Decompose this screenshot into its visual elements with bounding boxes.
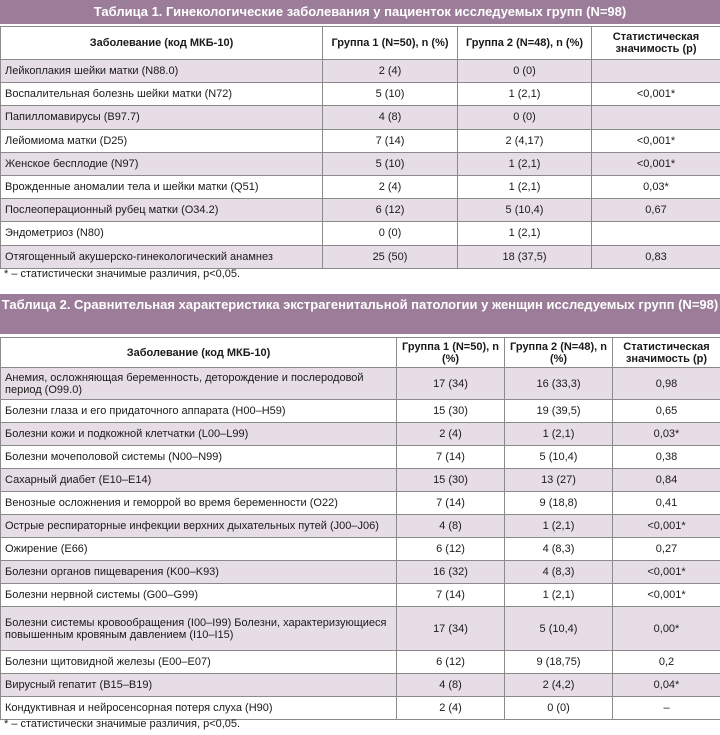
table2-header-group2: Группа 2 (N=48), n (%) [505, 338, 613, 368]
table-row [1, 175, 720, 198]
group2-cell: 1 (2,1) [505, 515, 613, 538]
group2-cell: 18 (37,5) [458, 245, 592, 268]
pvalue-cell: <0,001* [592, 129, 720, 152]
group1-cell: 6 (12) [323, 199, 458, 222]
disease-cell: Болезни кожи и подкожной клетчатки (L00–L99) [1, 423, 397, 446]
table-row [1, 446, 720, 469]
table-row [1, 368, 720, 400]
group1-cell: 6 (12) [397, 538, 505, 561]
table-row [1, 423, 720, 446]
group2-cell: 1 (2,1) [505, 584, 613, 607]
group1-cell: 16 (32) [397, 561, 505, 584]
table-row [1, 607, 720, 651]
group2-cell: 13 (27) [505, 469, 613, 492]
table2-title: Таблица 2. Сравнительная характеристика экстрагенитальной патологии у женщин исследуемых групп (N=98) [0, 294, 720, 334]
table2-header-group1: Группа 1 (N=50), n (%) [397, 338, 505, 368]
table-row [1, 83, 720, 106]
group1-cell: 17 (34) [397, 368, 505, 400]
group1-cell: 2 (4) [323, 60, 458, 83]
pvalue-cell: 0,27 [613, 538, 720, 561]
table1-header-row [1, 27, 720, 60]
pvalue-cell: <0,001* [613, 584, 720, 607]
table2-header-disease: Заболевание (код МКБ-10) [1, 338, 397, 368]
pvalue-cell: <0,001* [592, 152, 720, 175]
disease-cell: Лейкоплакия шейки матки (N88.0) [1, 60, 323, 83]
pvalue-cell [592, 222, 720, 245]
group1-cell: 7 (14) [397, 446, 505, 469]
disease-cell: Сахарный диабет (E10–E14) [1, 469, 397, 492]
group1-cell: 6 (12) [397, 651, 505, 674]
disease-cell: Женское бесплодие (N97) [1, 152, 323, 175]
pvalue-cell: 0,03* [592, 175, 720, 198]
group1-cell: 2 (4) [397, 697, 505, 720]
pvalue-cell: <0,001* [613, 561, 720, 584]
disease-cell: Эндометриоз (N80) [1, 222, 323, 245]
group2-cell: 1 (2,1) [458, 222, 592, 245]
table2 [0, 337, 720, 720]
table-row [1, 106, 720, 129]
group1-cell: 4 (8) [397, 515, 505, 538]
table-row [1, 60, 720, 83]
group2-cell: 4 (8,3) [505, 561, 613, 584]
pvalue-cell: <0,001* [592, 83, 720, 106]
group2-cell: 5 (10,4) [505, 446, 613, 469]
table1-header-pvalue: Статистическая значимость (p) [592, 27, 720, 60]
pvalue-cell: 0,04* [613, 674, 720, 697]
group1-cell: 17 (34) [397, 607, 505, 651]
pvalue-cell: 0,98 [613, 368, 720, 400]
table2-header-row [1, 338, 720, 368]
group1-cell: 2 (4) [397, 423, 505, 446]
disease-cell: Воспалительная болезнь шейки матки (N72) [1, 83, 323, 106]
group2-cell: 2 (4,17) [458, 129, 592, 152]
table-row [1, 674, 720, 697]
group1-cell: 4 (8) [323, 106, 458, 129]
disease-cell: Болезни органов пищеварения (K00–K93) [1, 561, 397, 584]
table-row [1, 651, 720, 674]
pvalue-cell: 0,03* [613, 423, 720, 446]
group2-cell: 5 (10,4) [505, 607, 613, 651]
group1-cell: 15 (30) [397, 469, 505, 492]
group1-cell: 15 (30) [397, 400, 505, 423]
group1-cell: 4 (8) [397, 674, 505, 697]
group2-cell: 1 (2,1) [505, 423, 613, 446]
table-row [1, 152, 720, 175]
group2-cell: 9 (18,8) [505, 492, 613, 515]
pvalue-cell [592, 106, 720, 129]
table-row [1, 492, 720, 515]
pvalue-cell: 0,2 [613, 651, 720, 674]
disease-cell: Врожденные аномалии тела и шейки матки (Q51) [1, 175, 323, 198]
pvalue-cell: 0,38 [613, 446, 720, 469]
group1-cell: 5 (10) [323, 152, 458, 175]
group1-cell: 25 (50) [323, 245, 458, 268]
table1-title: Таблица 1. Гинекологические заболевания у пациенток исследуемых групп (N=98) [0, 0, 720, 24]
pvalue-cell: 0,83 [592, 245, 720, 268]
pvalue-cell: <0,001* [613, 515, 720, 538]
group2-cell: 0 (0) [458, 106, 592, 129]
table1-header-disease: Заболевание (код МКБ-10) [1, 27, 323, 60]
group1-cell: 2 (4) [323, 175, 458, 198]
group2-cell: 19 (39,5) [505, 400, 613, 423]
table-row [1, 129, 720, 152]
table-row [1, 538, 720, 561]
disease-cell: Отягощенный акушерско-гинекологический анамнез [1, 245, 323, 268]
group1-cell: 7 (14) [397, 492, 505, 515]
table2-footnote: * – статистически значимые различия, p<0,05. [4, 718, 241, 730]
group2-cell: 4 (8,3) [505, 538, 613, 561]
table-row [1, 515, 720, 538]
disease-cell: Послеоперационный рубец матки (O34.2) [1, 199, 323, 222]
disease-cell: Лейомиома матки (D25) [1, 129, 323, 152]
table1-footnote: * – статистически значимые различия, p<0,05. [4, 268, 241, 280]
table-row [1, 584, 720, 607]
group2-cell: 16 (33,3) [505, 368, 613, 400]
pvalue-cell: 0,65 [613, 400, 720, 423]
pvalue-cell: 0,00* [613, 607, 720, 651]
group2-cell: 0 (0) [505, 697, 613, 720]
disease-cell: Венозные осложнения и геморрой во время беременности (O22) [1, 492, 397, 515]
pvalue-cell: 0,84 [613, 469, 720, 492]
table-row [1, 199, 720, 222]
table-row [1, 400, 720, 423]
table1-header-group2: Группа 2 (N=48), n (%) [458, 27, 592, 60]
group2-cell: 2 (4,2) [505, 674, 613, 697]
disease-cell: Болезни нервной системы (G00–G99) [1, 584, 397, 607]
group2-cell: 9 (18,75) [505, 651, 613, 674]
group1-cell: 7 (14) [323, 129, 458, 152]
group2-cell: 1 (2,1) [458, 175, 592, 198]
pvalue-cell: 0,67 [592, 199, 720, 222]
group2-cell: 5 (10,4) [458, 199, 592, 222]
table-row [1, 245, 720, 268]
group1-cell: 5 (10) [323, 83, 458, 106]
group2-cell: 0 (0) [458, 60, 592, 83]
pvalue-cell: – [613, 697, 720, 720]
table1-header-group1: Группа 1 (N=50), n (%) [323, 27, 458, 60]
disease-cell: Вирусный гепатит (B15–B19) [1, 674, 397, 697]
disease-cell: Болезни системы кровообращения (I00–I99) Болезни, характеризующиеся повышенным кровяным давлением (I10–I15) [1, 607, 397, 651]
table-row [1, 697, 720, 720]
table1 [0, 26, 720, 269]
group1-cell: 0 (0) [323, 222, 458, 245]
table-row [1, 222, 720, 245]
disease-cell: Болезни глаза и его придаточного аппарата (H00–H59) [1, 400, 397, 423]
group2-cell: 1 (2,1) [458, 152, 592, 175]
disease-cell: Болезни щитовидной железы (E00–E07) [1, 651, 397, 674]
disease-cell: Болезни мочеполовой системы (N00–N99) [1, 446, 397, 469]
disease-cell: Папилломавирусы (B97.7) [1, 106, 323, 129]
pvalue-cell [592, 60, 720, 83]
table-row [1, 561, 720, 584]
group1-cell: 7 (14) [397, 584, 505, 607]
table-row [1, 469, 720, 492]
pvalue-cell: 0,41 [613, 492, 720, 515]
disease-cell: Ожирение (E66) [1, 538, 397, 561]
table2-header-pvalue: Статистическая значимость (p) [613, 338, 720, 368]
disease-cell: Острые респираторные инфекции верхних дыхательных путей (J00–J06) [1, 515, 397, 538]
disease-cell: Кондуктивная и нейросенсорная потеря слуха (H90) [1, 697, 397, 720]
group2-cell: 1 (2,1) [458, 83, 592, 106]
disease-cell: Анемия, осложняющая беременность, деторождение и послеродовой период (O99.0) [1, 368, 397, 400]
